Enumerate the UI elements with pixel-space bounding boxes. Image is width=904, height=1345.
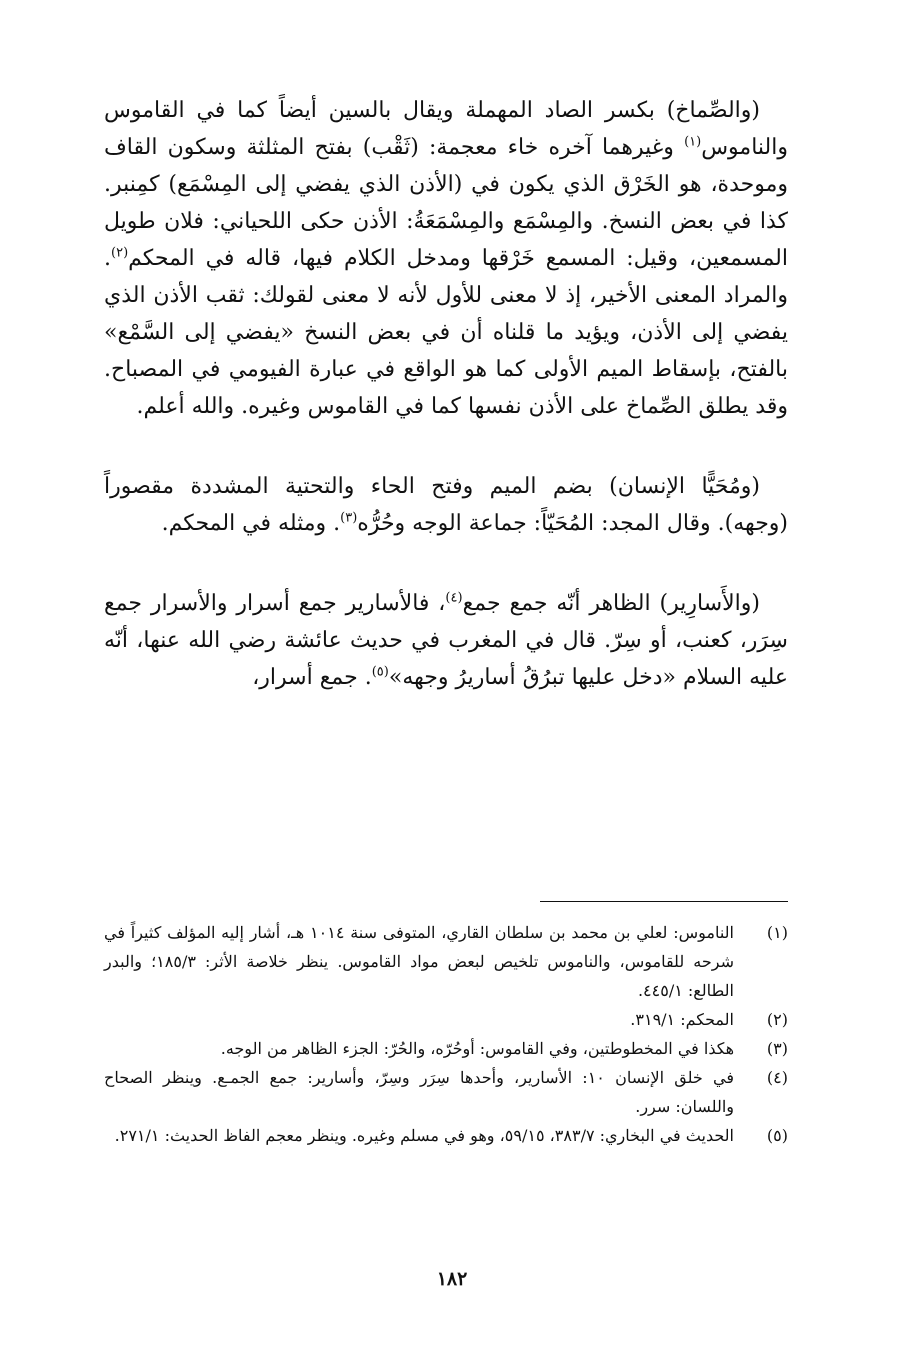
footnote-text: الناموس: لعلي بن محمد بن سلطان القاري، المتوفى سنة ١٠١٤ هـ، أشار إليه المؤلف كثيراً في شرحه للقاموس، والناموس تلخيص لبعض مواد القاموس. ينظر خلاصة الأثر: ١٨٥/٣؛ والبدر الطالع: ٤٤٥/١. bbox=[104, 923, 735, 1000]
footnote-text: المحكم: ٣١٩/١. bbox=[630, 1010, 734, 1029]
footnote-ref-5[interactable]: (٥) bbox=[371, 664, 389, 680]
footnote-number: (٤) bbox=[766, 1068, 788, 1087]
footnote-ref-4[interactable]: (٤) bbox=[445, 590, 463, 606]
footnotes-section bbox=[104, 918, 788, 1150]
footnote-item bbox=[104, 918, 788, 1005]
paragraph-text: وغيرهما آخره خاء معجمة: (ثَقْب) بفتح المثلثة وسكون القاف وموحدة، هو الخَرْق الذي يكون في (الأذن الذي يفضي إلى المِسْمَع) كمِنبر. كذا في بعض النسخ. والمِسْمَع والمِسْمَعَةُ: الأذن حكى اللحياني: فلان طويل المسمعين، وقيل: المسمع خَرْقها ومدخل الكلام فيها، قاله في المحكم bbox=[104, 135, 788, 271]
footnote-text: في خلق الإنسان ١٠: الأسارير، وأحدها سِرَر وسِرّ، وأسارير: جمع الجمـع. وينظر الصحاح واللسان: سرر. bbox=[104, 1068, 734, 1116]
paragraph-text: (والصِّماخ) بكسر الصاد المهملة ويقال بالسين أيضاً كما في القاموس والناموس bbox=[104, 98, 788, 160]
footnote-number: (١) bbox=[766, 923, 788, 942]
paragraph-muhayya bbox=[104, 468, 788, 542]
main-text bbox=[104, 92, 788, 696]
paragraph-text: . ومثله في المحكم. bbox=[161, 511, 341, 536]
paragraph-text: . والمراد المعنى الأخير، إذ لا معنى للأول لأنه لا معنى لقولك: ثقب الأذن الذي يفضي إلى الأذن، ويؤيد ما قلناه أن في بعض النسخ «يفضي إلى السَّمْع» بالفتح، بإسقاط الميم الأولى كما هو الواقع في عبارة الفيومي في المصباح. وقد يطلق الصِّماخ على الأذن نفسها كما في القاموس وغيره. والله أعلم. bbox=[104, 246, 788, 419]
footnote-number: (٢) bbox=[766, 1010, 788, 1029]
footnote-ref-3[interactable]: (٣) bbox=[340, 510, 358, 526]
footnote-number: (٥) bbox=[766, 1126, 788, 1145]
footnote-item bbox=[104, 1063, 788, 1121]
paragraph-text: . جمع أسرار، bbox=[252, 665, 372, 690]
footnote-ref-1[interactable]: (١) bbox=[684, 134, 702, 150]
paragraph-text: (ومُحَيًّا الإنسان) بضم الميم وفتح الحاء والتحتية المشددة مقصوراً (وجهه). وقال المجد: المُحَيّاً: جماعة الوجه وحُرُّه bbox=[104, 474, 788, 536]
footnote-text: الحديث في البخاري: ٣٨٣/٧، ٥٩/١٥، وهو في مسلم وغيره. وينظر معجم الفاظ الحديث: ٢٧١/١. bbox=[114, 1126, 734, 1145]
footnote-item bbox=[104, 1034, 788, 1063]
footnote-divider bbox=[540, 901, 788, 902]
paragraph-asarir bbox=[104, 585, 788, 696]
footnote-text: هكذا في المخطوطتين، وفي القاموس: أوحُرّه، والحُرّ: الجزء الظاهر من الوجه. bbox=[220, 1039, 734, 1058]
footnote-number: (٣) bbox=[766, 1039, 788, 1058]
page-number: ١٨٢ bbox=[436, 1268, 468, 1290]
paragraph-text: (والأَسارِير) الظاهر أنّه جمع جمع bbox=[462, 591, 760, 616]
footnote-ref-2[interactable]: (٢) bbox=[111, 245, 129, 261]
footnote-item bbox=[104, 1121, 788, 1150]
paragraph-simakh bbox=[104, 92, 788, 425]
footnote-item bbox=[104, 1005, 788, 1034]
paragraph-text: ، فالأسارير جمع أسرار والأسرار جمع سِرَر، كعنب، أو سِرّ. قال في المغرب في حديث عائشة رضي الله عنها، أنّه عليه السلام «دخل عليها تبرُقُ أساريرُ وجهه» bbox=[104, 591, 788, 690]
